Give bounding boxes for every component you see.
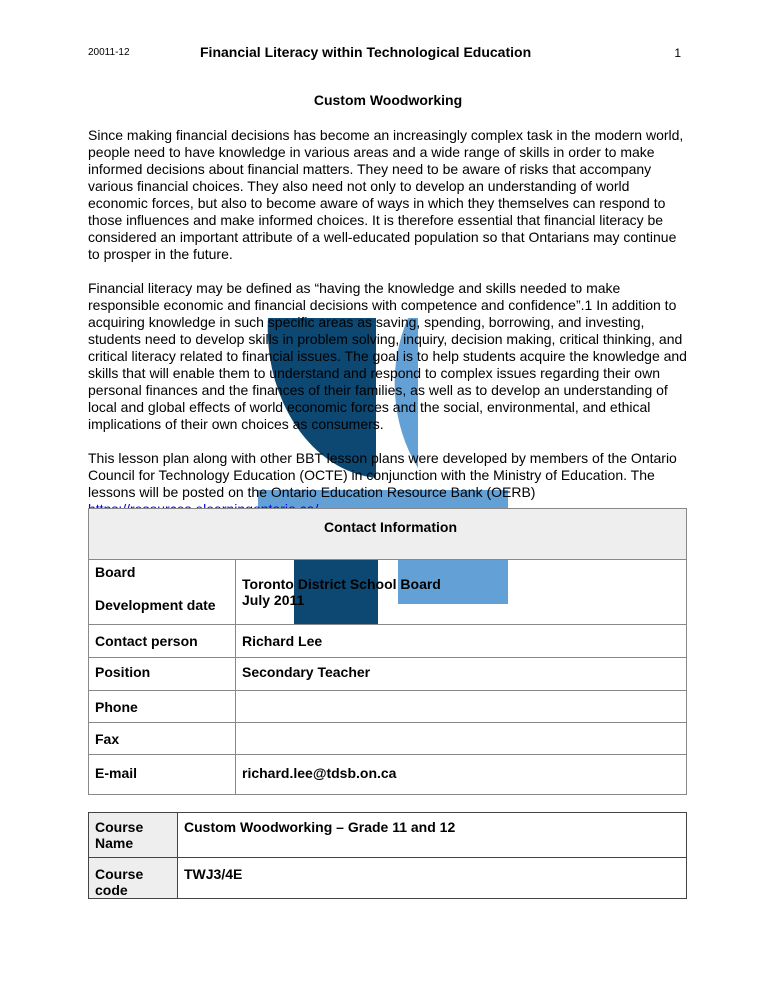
board-dev-values xyxy=(236,560,687,625)
phone-label: Phone xyxy=(89,691,236,723)
board-value: Toronto District School Board xyxy=(242,576,441,592)
contact-table-heading: Contact Information xyxy=(89,509,687,560)
running-title: Financial Literacy within Technological Education xyxy=(200,44,532,60)
contact-person-label: Contact person xyxy=(89,625,236,658)
paragraph-intro: Since making financial decisions has become an increasingly complex task in the modern world, people need to have knowledge in various areas and a wide range of skills in order to make informed decisions about financial matters. They need to be aware of risks that accompany various financial choices. They also need not only to develop an understanding of world economic forces, but also to become aware of ways in which they themselves can respond to those influences and make informed choices. It is therefore essential that financial literacy be considered an important attribute of a well-educated population so that Ontarians may continue to prosper in the future. xyxy=(88,127,684,262)
email-value: richard.lee@tdsb.on.ca xyxy=(236,755,687,795)
dev-date-label: Development date xyxy=(95,597,216,613)
page-number: 1 xyxy=(674,46,681,60)
course-table xyxy=(88,812,687,899)
course-name-value: Custom Woodworking – Grade 11 and 12 xyxy=(178,813,687,858)
course-code-label: Course code xyxy=(89,858,178,899)
contact-information-table xyxy=(88,508,687,795)
position-label: Position xyxy=(89,658,236,691)
document-title: Custom Woodworking xyxy=(313,92,463,108)
fax-value xyxy=(236,723,687,755)
contact-person-value: Richard Lee xyxy=(236,625,687,658)
phone-value xyxy=(236,691,687,723)
email-label: E-mail xyxy=(89,755,236,795)
document-body xyxy=(88,92,688,535)
board-label: Board xyxy=(95,564,136,580)
board-dev-labels xyxy=(89,560,236,625)
course-name-label: Course Name xyxy=(89,813,178,858)
page-header xyxy=(88,44,681,64)
dev-date-value: July 2011 xyxy=(242,592,305,608)
doc-code: 20011-12 xyxy=(88,47,130,58)
lesson-info-text: This lesson plan along with other BBT lesson plans were developed by members of the Ontario Council for Technology Education (OCTE) in conjunction with the Ministry of Education. The lessons will be posted on the Ontario Education Resource Bank (OERB) xyxy=(88,450,677,500)
paragraph-definition: Financial literacy may be defined as “having the knowledge and skills needed to make responsible economic and financial decisions with competence and confidence”.1 In addition to acquiring knowledge in such specific areas as saving, spending, borrowing, and investing, students need to develop skills in problem solving, inquiry, decision making, critical thinking, and critical literacy related to financial issues. The goal is to help students acquire the knowledge and skills that will enable them to understand and respond to complex issues regarding their own personal finances and the finances of their families, as well as to develop an understanding of local and global effects of world economic forces and the social, environmental, and ethical implications of their own choices as consumers. xyxy=(88,280,687,432)
fax-label: Fax xyxy=(89,723,236,755)
position-value: Secondary Teacher xyxy=(236,658,687,691)
course-code-value: TWJ3/4E xyxy=(178,858,687,899)
